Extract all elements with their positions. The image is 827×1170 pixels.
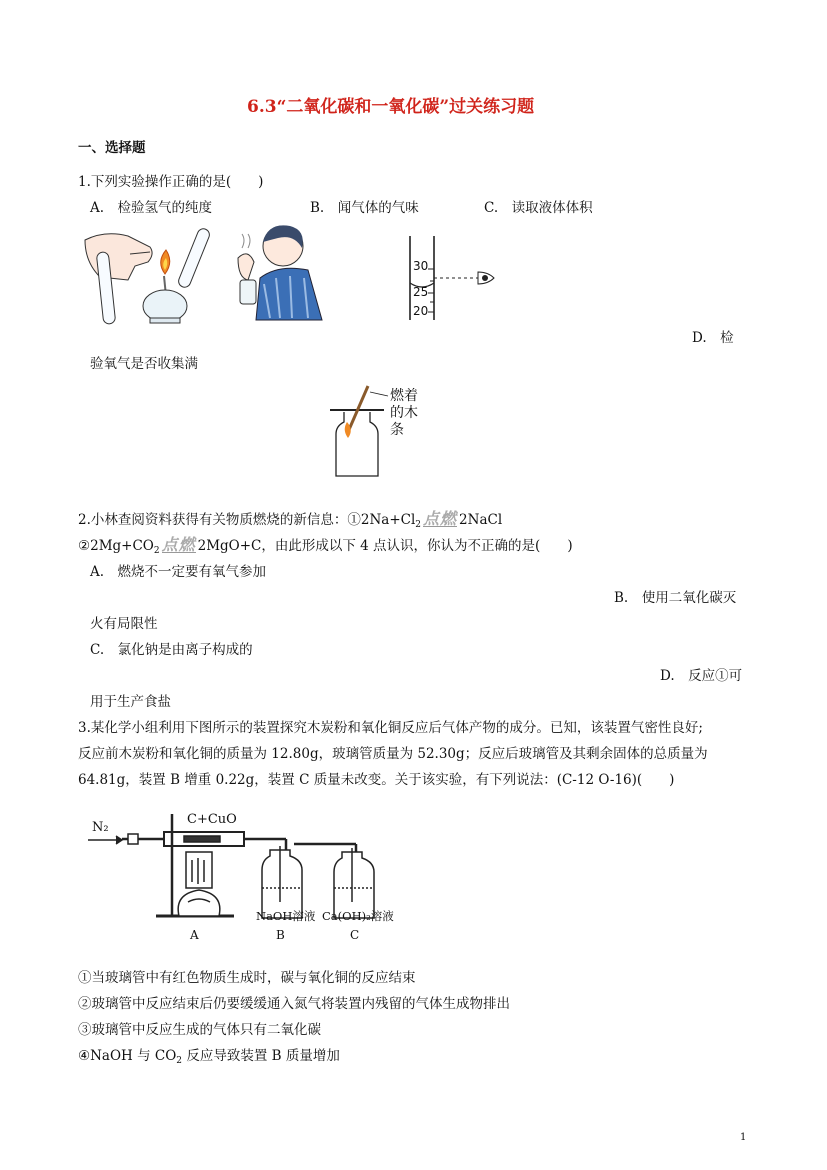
q2-line1-subscript: 2 [415,520,422,530]
q2-line2-subscript: 2 [153,546,160,556]
page-title: 6.3“二氧化碳和一氧化碳”过关练习题 [247,97,535,117]
q1-option-c: C. 读取液体体积 [484,200,593,216]
q3-statement-3: ③玻璃管中反应生成的气体只有二氧化碳 [78,1022,321,1038]
q2-line2-text: ②2Mg+CO [78,538,154,554]
stick-label-line1: 燃着 [390,388,418,404]
hydrogen-purity-test-illustration [80,222,230,327]
diagram-solution-c: Ca(OH)₂溶液 [322,909,394,923]
q2-option-b-prefix: B. 使用二氧化碳灭 [614,590,737,606]
q2-option-d-prefix: D. 反应①可 [660,668,743,684]
ignite-condition-2: 点燃 [161,535,196,554]
cylinder-tick-25: 25 [413,285,429,299]
diagram-label-a: A [190,928,199,942]
diagram-solution-b: NaOH溶液 [256,909,316,923]
q3-statement-4-rest: 反应导致装置 B 质量增加 [182,1048,340,1064]
q1-option-b: B. 闻气体的气味 [310,200,419,216]
q1-option-d-rest: 验氧气是否收集满 [90,356,198,372]
q2-line2-rest: 2MgO+C，由此形成以下 4 点认识，你认为不正确的是( ) [197,538,573,554]
q2-option-d-rest: 用于生产食盐 [90,694,171,710]
q2-line2 [78,534,573,556]
burning-stick-label [390,388,418,439]
q3-line3: 64.81g，装置 B 增重 0.22g，装置 C 质量未改变。关于该实验，有下列说法：(C-12 O-16)( ) [78,772,675,788]
page-number: 1 [740,1132,747,1143]
q2-line1-product: 2NaCl [459,512,503,528]
q3-statement-4 [78,1044,340,1066]
section-heading: 一、选择题 [78,140,146,156]
q3-statement-4-subscript: 2 [176,1056,183,1066]
q2-line1 [78,508,502,530]
q2-option-c: C. 氯化钠是由离子构成的 [90,642,253,658]
q1-option-a: A. 检验氢气的纯度 [90,200,213,216]
diagram-label-c: C [350,928,360,942]
q2-option-b-rest: 火有局限性 [90,616,158,632]
cylinder-tick-30: 30 [413,259,429,273]
oxygen-bottle-illustration [322,382,392,480]
q1-option-d-prefix: D. 检 [692,330,734,346]
q2-option-a: A. 燃烧不一定要有氧气参加 [90,564,267,580]
q3-line2: 反应前木炭粉和氧化铜的质量为 12.80g，玻璃管质量为 52.30g；反应后玻璃管及其剩余固体的总质量为 [78,746,708,762]
ignite-condition-1: 点燃 [423,509,458,528]
apparatus-diagram [84,806,394,946]
diagram-label-b: B [276,928,285,942]
stick-label-line2: 的木 [390,405,418,421]
q3-statement-1: ①当玻璃管中有红色物质生成时，碳与氧化铜的反应结束 [78,970,416,986]
q1-stem: 1.下列实验操作正确的是( ) [78,174,264,190]
cylinder-tick-20: 20 [413,304,429,318]
q3-line1: 3.某化学小组利用下图所示的装置探究木炭粉和氧化铜反应后气体产物的成分。已知，该装置气密性良好; [78,720,703,736]
diagram-tube-label: C+CuO [187,812,237,827]
diagram-gas-label: N₂ [92,820,109,835]
q3-statement-2: ②玻璃管中反应结束后仍要缓缓通入氮气将装置内残留的气体生成物排出 [78,996,510,1012]
stick-label-line3: 条 [390,422,404,438]
q3-statement-4-text: ④NaOH 与 CO [78,1048,177,1064]
smell-gas-illustration [228,218,328,328]
q2-line1-text: 2.小林查阅资料获得有关物质燃烧的新信息：①2Na+Cl [78,512,416,528]
